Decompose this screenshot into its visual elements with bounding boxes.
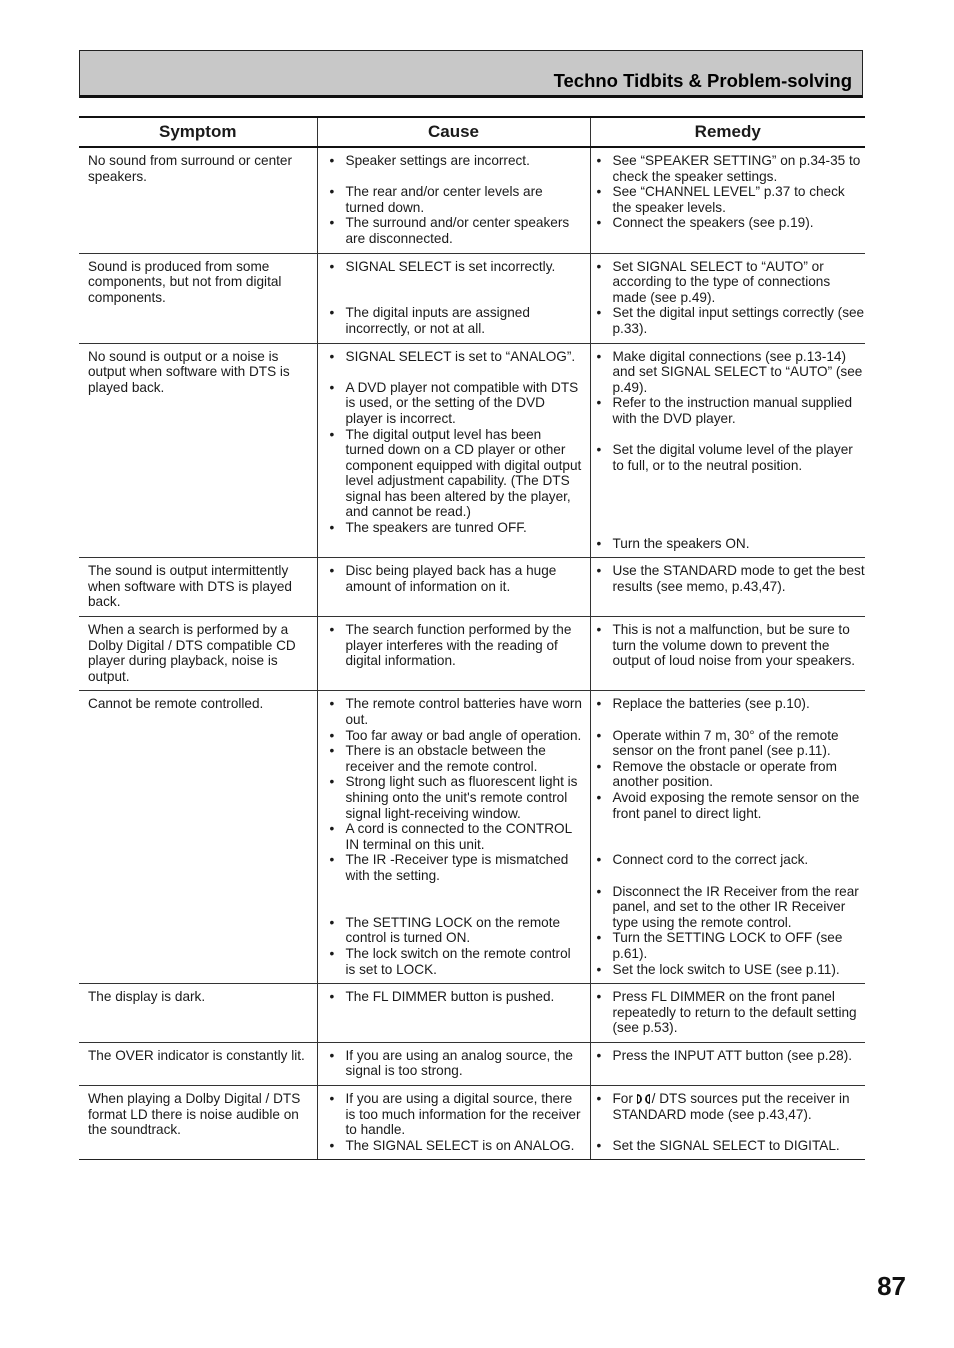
cause-item: • Disc being played back has a huge amount of information on it.	[330, 563, 584, 594]
remedy-item: • Set SIGNAL SELECT to “AUTO” or according to the type of connections made (see p.49).	[597, 259, 866, 306]
symptom-cell: When a search is performed by a Dolby Digital / DTS compatible CD player during playback, noise is output.	[79, 617, 317, 691]
remedy-item: • Connect the speakers (see p.19).	[597, 215, 866, 231]
remedy-prefix: For	[612, 1091, 633, 1107]
dolby-double-d-icon	[637, 1094, 650, 1104]
remedy-item: • Replace the batteries (see p.10).	[597, 696, 866, 712]
remedy-item: • See “SPEAKER SETTING” on p.34-35 to check the speaker settings.	[597, 153, 866, 184]
table-row	[79, 617, 865, 691]
cause-cell	[317, 558, 590, 617]
symptom-cell: When playing a Dolby Digital / DTS format LD there is noise audible on the soundtrack.	[79, 1086, 317, 1160]
section-header-bar	[79, 50, 863, 98]
remedy-item: • Operate within 7 m, 30° of the remote sensor on the front panel (see p.11).	[597, 728, 866, 759]
symptom-cell: Sound is produced from some components, but not from digital components.	[79, 253, 317, 343]
cause-item: • The rear and/or center levels are turned down.	[330, 184, 584, 215]
cause-item: • The digital inputs are assigned incorrectly, or not at all.	[330, 305, 584, 336]
table-row	[79, 1042, 865, 1085]
remedy-cell	[590, 253, 865, 343]
cause-item: • The FL DIMMER button is pushed.	[330, 989, 584, 1005]
cause-item: • The SETTING LOCK on the remote control is turned ON.	[330, 915, 584, 946]
cause-item: • The search function performed by the player interferes with the reading of digital information.	[330, 622, 584, 669]
cause-item: • If you are using a digital source, there is too much information for the receiver to handle.	[330, 1091, 584, 1138]
column-header-remedy: Remedy	[590, 117, 865, 147]
remedy-item: • Press FL DIMMER on the front panel repeatedly to return to the default setting (see p.53).	[597, 989, 866, 1036]
problem-solving-table	[79, 116, 865, 1160]
table-row	[79, 1086, 865, 1160]
cause-cell	[317, 147, 590, 253]
cause-item: • Speaker settings are incorrect.	[330, 153, 584, 169]
remedy-item: • Connect cord to the correct jack.	[597, 852, 866, 868]
remedy-item: • Set the SIGNAL SELECT to DIGITAL.	[597, 1138, 866, 1154]
table-row	[79, 343, 865, 558]
remedy-item: • Press the INPUT ATT button (see p.28).	[597, 1048, 866, 1064]
remedy-item: • Set the digital volume level of the player to full, or to the neutral position.	[597, 442, 866, 473]
remedy-cell	[590, 617, 865, 691]
remedy-item	[597, 1091, 866, 1122]
cause-cell	[317, 253, 590, 343]
cause-cell	[317, 691, 590, 984]
cause-item: • If you are using an analog source, the signal is too strong.	[330, 1048, 584, 1079]
remedy-cell	[590, 147, 865, 253]
remedy-cell	[590, 1086, 865, 1160]
cause-item: • The lock switch on the remote control is set to LOCK.	[330, 946, 584, 977]
cause-cell	[317, 984, 590, 1043]
symptom-cell: No sound is output or a noise is output when software with DTS is played back.	[79, 343, 317, 558]
remedy-cell	[590, 1042, 865, 1085]
cause-item: • There is an obstacle between the receiver and the remote control.	[330, 743, 584, 774]
remedy-suffix: / DTS sources put the receiver in STANDARD mode (see p.43,47).	[612, 1091, 850, 1122]
table-row	[79, 691, 865, 984]
cause-item: • A DVD player not compatible with DTS is used, or the setting of the DVD player is incorrect.	[330, 380, 584, 427]
cause-cell	[317, 1086, 590, 1160]
section-title: Techno Tidbits & Problem-solving	[553, 70, 852, 91]
table-row	[79, 147, 865, 253]
cause-item: • A cord is connected to the CONTROL IN terminal on this unit.	[330, 821, 584, 852]
column-header-symptom: Symptom	[79, 117, 317, 147]
remedy-item: • Refer to the instruction manual supplied with the DVD player.	[597, 395, 866, 426]
cause-cell	[317, 343, 590, 558]
table-row	[79, 253, 865, 343]
remedy-item: • Set the lock switch to USE (see p.11).	[597, 962, 866, 978]
remedy-item: • Remove the obstacle or operate from another position.	[597, 759, 866, 790]
remedy-item: • Set the digital input settings correctly (see p.33).	[597, 305, 866, 336]
remedy-item: • Use the STANDARD mode to get the best results (see memo, p.43,47).	[597, 563, 866, 594]
symptom-cell: Cannot be remote controlled.	[79, 691, 317, 984]
remedy-item: • Disconnect the IR Receiver from the rear panel, and set to the other IR Receiver type using the remote control.	[597, 884, 866, 931]
cause-item: • The IR -Receiver type is mismatched with the setting.	[330, 852, 584, 883]
remedy-item: • Turn the SETTING LOCK to OFF (see p.61).	[597, 930, 866, 961]
cause-cell	[317, 1042, 590, 1085]
symptom-cell: The display is dark.	[79, 984, 317, 1043]
remedy-item: • Turn the speakers ON.	[597, 536, 866, 552]
remedy-item: • Make digital connections (see p.13-14) and set SIGNAL SELECT to “AUTO” (see p.49).	[597, 349, 866, 396]
cause-item: • The remote control batteries have worn out.	[330, 696, 584, 727]
remedy-cell	[590, 343, 865, 558]
page-number: 87	[877, 1271, 906, 1301]
symptom-cell: The sound is output intermittently when software with DTS is played back.	[79, 558, 317, 617]
symptom-cell: The OVER indicator is constantly lit.	[79, 1042, 317, 1085]
cause-item: • SIGNAL SELECT is set incorrectly.	[330, 259, 584, 275]
remedy-item: • See “CHANNEL LEVEL” p.37 to check the speaker levels.	[597, 184, 866, 215]
remedy-item: • Avoid exposing the remote sensor on the front panel to direct light.	[597, 790, 866, 821]
cause-item: • The surround and/or center speakers are disconnected.	[330, 215, 584, 246]
remedy-cell	[590, 558, 865, 617]
remedy-item: • This is not a malfunction, but be sure to turn the volume down to prevent the output of loud noise from your speakers.	[597, 622, 866, 669]
remedy-cell	[590, 691, 865, 984]
column-header-cause: Cause	[317, 117, 590, 147]
cause-item: • Strong light such as fluorescent light is shining onto the unit's remote control signal light-receiving window.	[330, 774, 584, 821]
cause-item: • The speakers are tunred OFF.	[330, 520, 584, 536]
cause-item: • Too far away or bad angle of operation.	[330, 728, 584, 744]
remedy-cell	[590, 984, 865, 1043]
cause-item: • The digital output level has been turned down on a CD player or other component equipped with digital output level adjustment capability. (The DTS signal has been altered by the player, and cannot be read.)	[330, 427, 584, 521]
cause-item: • The SIGNAL SELECT is on ANALOG.	[330, 1138, 584, 1154]
table-row	[79, 984, 865, 1043]
table-header-row	[79, 117, 865, 147]
cause-cell	[317, 617, 590, 691]
table-row	[79, 558, 865, 617]
symptom-cell: No sound from surround or center speakers.	[79, 147, 317, 253]
cause-item: • SIGNAL SELECT is set to “ANALOG”.	[330, 349, 584, 365]
